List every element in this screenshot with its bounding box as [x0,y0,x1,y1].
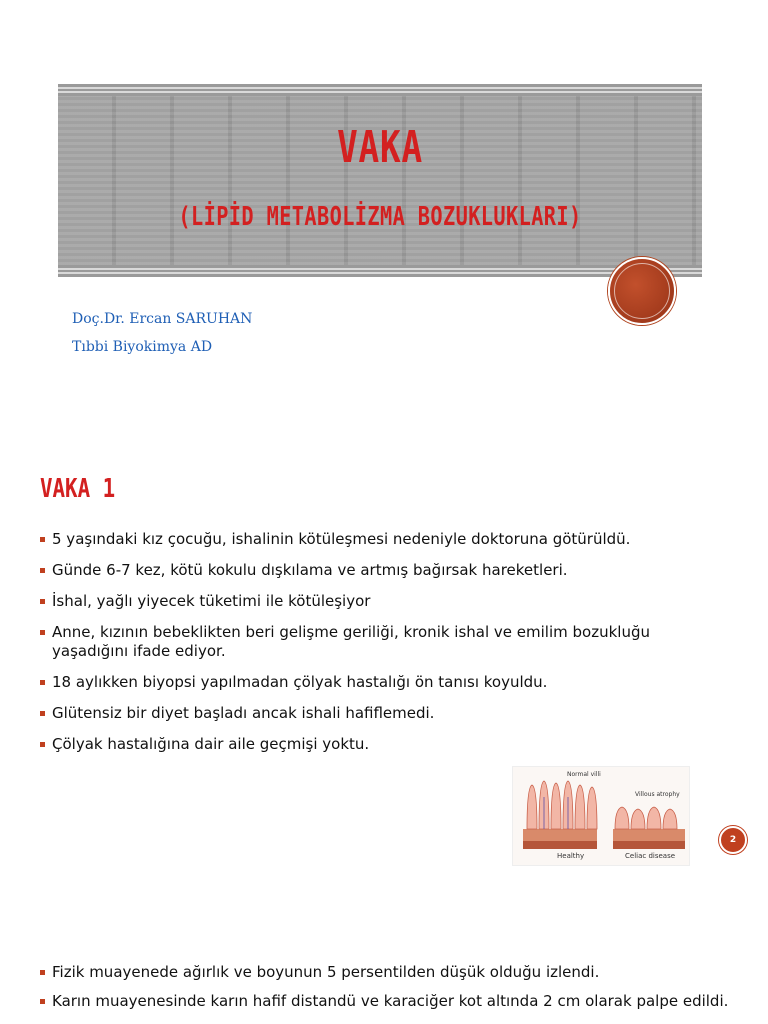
list-item: 18 aylıkken biyopsi yapılmadan çölyak hastalığı ön tanısı koyuldu. [40,673,680,692]
list-item: 5 yaşındaki kız çocuğu, ishalinin kötüleşmesi nedeniyle doktoruna götürüldü. [40,530,680,549]
decorative-seal-icon [608,257,676,325]
case-bullet-list [40,530,680,766]
healthy-villi-drawing [523,781,597,849]
exam-bullet-list [40,963,740,1021]
list-item: Karın muayenesinde karın hafif distandü ve karaciğer kot altında 2 cm olarak palpe edildi. [40,992,740,1011]
slide-subtitle: (LİPİD METABOLİZMA BOZUKLUKLARI) [178,202,582,232]
figure-label-healthy: Healthy [557,852,585,860]
figure-label-celiac: Celiac disease [625,852,676,860]
list-item: Anne, kızının bebeklikten beri gelişme geriliği, kronik ishal ve emilim bozukluğu yaşadığını ifade ediyor. [40,623,680,661]
author-name: Doç.Dr. Ercan SARUHAN [72,311,253,327]
list-item: Günde 6-7 kez, kötü kokulu dışkılama ve artmış bağırsak hareketleri. [40,561,680,580]
case-heading: VAKA 1 [40,474,116,504]
title-band [58,84,702,277]
figure-label-normal-villi: Normal villi [567,771,601,778]
celiac-villi-drawing [613,807,685,849]
list-item: Çölyak hastalığına dair aile geçmişi yoktu. [40,735,680,754]
figure-label-villous-atrophy: Villous atrophy [635,791,680,798]
list-item: İshal, yağlı yiyecek tüketimi ile kötüleşiyor [40,592,680,611]
author-department: Tıbbi Biyokimya AD [72,339,213,355]
list-item: Glütensiz bir diyet başladı ancak ishali hafiflemedi. [40,704,680,723]
intestinal-villi-figure [512,766,690,866]
page-number-badge: 2 [719,826,747,854]
slide-title: VAKA [337,122,423,173]
list-item: Fizik muayenede ağırlık ve boyunun 5 persentilden düşük olduğu izlendi. [40,963,740,982]
